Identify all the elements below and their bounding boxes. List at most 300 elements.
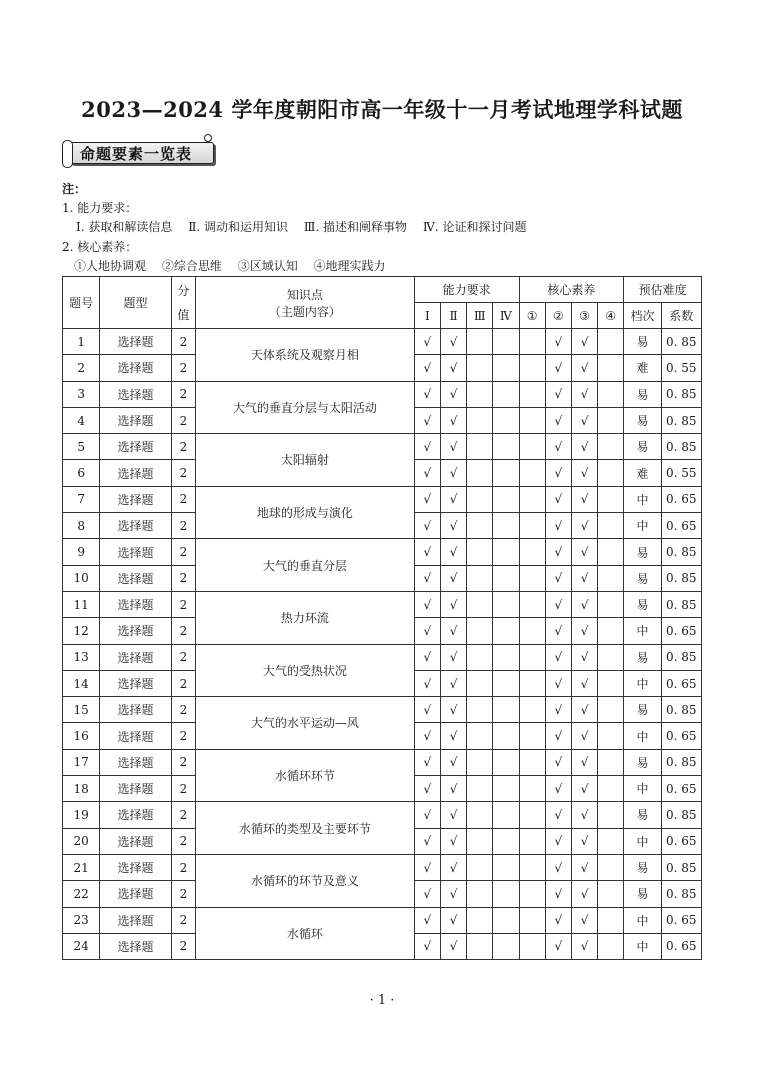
literacy-check xyxy=(519,854,545,880)
question-number: 18 xyxy=(63,776,100,802)
question-type: 选择题 xyxy=(100,618,172,644)
ability-check: √ xyxy=(440,644,466,670)
difficulty-level: 中 xyxy=(624,670,661,696)
table-row xyxy=(63,749,702,775)
knowledge-point: 水循环环节 xyxy=(196,749,415,802)
notes-label: 注： xyxy=(62,182,87,196)
question-number: 10 xyxy=(63,565,100,591)
question-score: 2 xyxy=(171,434,195,460)
difficulty-level: 中 xyxy=(624,486,661,512)
difficulty-coef: 0. 85 xyxy=(661,802,701,828)
question-score: 2 xyxy=(171,723,195,749)
literacy-check: √ xyxy=(571,670,597,696)
question-score: 2 xyxy=(171,486,195,512)
ability-check xyxy=(467,513,493,539)
literacy-check: √ xyxy=(545,355,571,381)
ability-check xyxy=(467,434,493,460)
ability-check xyxy=(467,854,493,880)
knowledge-point: 热力环流 xyxy=(196,591,415,644)
literacy-check: √ xyxy=(571,749,597,775)
table-row xyxy=(63,381,702,407)
ability-check xyxy=(493,618,519,644)
ability-check xyxy=(493,565,519,591)
ability-check: √ xyxy=(414,776,440,802)
ability-check: √ xyxy=(414,565,440,591)
literacy-check: √ xyxy=(545,381,571,407)
question-type: 选择题 xyxy=(100,381,172,407)
literacy-check xyxy=(598,486,624,512)
ability-check xyxy=(467,723,493,749)
difficulty-coef: 0. 85 xyxy=(661,697,701,723)
difficulty-coef: 0. 85 xyxy=(661,881,701,907)
ability-check: √ xyxy=(414,907,440,933)
literacy-item: ④地理实践力 xyxy=(313,259,386,273)
literacy-check: √ xyxy=(571,381,597,407)
ability-check: √ xyxy=(440,854,466,880)
literacy-check xyxy=(519,828,545,854)
ability-check: √ xyxy=(414,460,440,486)
question-number: 8 xyxy=(63,513,100,539)
ability-item: Ⅰ. 获取和解读信息 xyxy=(76,220,173,234)
question-score: 2 xyxy=(171,933,195,959)
ability-check xyxy=(493,381,519,407)
ability-check xyxy=(493,407,519,433)
ability-check xyxy=(467,644,493,670)
question-score: 2 xyxy=(171,802,195,828)
ability-check xyxy=(467,749,493,775)
literacy-check xyxy=(519,355,545,381)
ability-check xyxy=(493,539,519,565)
literacy-check xyxy=(598,539,624,565)
question-number: 6 xyxy=(63,460,100,486)
difficulty-level: 中 xyxy=(624,776,661,802)
literacy-check: √ xyxy=(571,565,597,591)
ability-check xyxy=(493,460,519,486)
ability-check: √ xyxy=(414,407,440,433)
literacy-check xyxy=(519,697,545,723)
literacy-check: √ xyxy=(545,329,571,355)
ability-check: √ xyxy=(440,329,466,355)
literacy-check: √ xyxy=(545,723,571,749)
scroll-icon xyxy=(62,140,73,168)
header-coef: 系数 xyxy=(661,303,701,329)
ability-check xyxy=(467,565,493,591)
difficulty-coef: 0. 65 xyxy=(661,513,701,539)
difficulty-coef: 0. 85 xyxy=(661,381,701,407)
element-table xyxy=(62,276,702,960)
ability-check xyxy=(493,513,519,539)
ability-check: √ xyxy=(414,723,440,749)
literacy-check xyxy=(598,854,624,880)
ability-check: √ xyxy=(414,591,440,617)
literacy-list xyxy=(74,257,398,274)
literacy-check xyxy=(519,591,545,617)
ability-check: √ xyxy=(440,881,466,907)
ability-check xyxy=(493,933,519,959)
question-score: 2 xyxy=(171,644,195,670)
literacy-check xyxy=(519,802,545,828)
literacy-check: √ xyxy=(545,407,571,433)
ability-check xyxy=(493,355,519,381)
literacy-check xyxy=(519,486,545,512)
ability-check: √ xyxy=(414,355,440,381)
header-kp xyxy=(196,277,415,329)
difficulty-coef: 0. 85 xyxy=(661,591,701,617)
ability-check: √ xyxy=(440,407,466,433)
literacy-check xyxy=(598,802,624,828)
header-literacy-col: ④ xyxy=(598,303,624,329)
literacy-check: √ xyxy=(571,434,597,460)
literacy-check xyxy=(519,881,545,907)
ability-check: √ xyxy=(440,513,466,539)
question-number: 23 xyxy=(63,907,100,933)
question-type: 选择题 xyxy=(100,644,172,670)
literacy-check xyxy=(519,434,545,460)
table-row xyxy=(63,539,702,565)
difficulty-level: 中 xyxy=(624,723,661,749)
literacy-check xyxy=(598,907,624,933)
question-number: 12 xyxy=(63,618,100,644)
difficulty-coef: 0. 65 xyxy=(661,723,701,749)
literacy-check xyxy=(519,565,545,591)
question-score: 2 xyxy=(171,355,195,381)
question-score: 2 xyxy=(171,828,195,854)
difficulty-coef: 0. 55 xyxy=(661,460,701,486)
literacy-check xyxy=(598,670,624,696)
question-type: 选择题 xyxy=(100,355,172,381)
literacy-check: √ xyxy=(571,618,597,644)
header-ability-col: Ⅱ xyxy=(440,303,466,329)
literacy-check: √ xyxy=(545,434,571,460)
ability-check: √ xyxy=(414,329,440,355)
knowledge-point: 大气的垂直分层与太阳活动 xyxy=(196,381,415,434)
scroll-knob-icon xyxy=(204,134,212,142)
literacy-check xyxy=(519,513,545,539)
ability-check xyxy=(493,644,519,670)
difficulty-level: 易 xyxy=(624,749,661,775)
header-ability-col: Ⅳ xyxy=(493,303,519,329)
literacy-check: √ xyxy=(545,828,571,854)
header-literacy-col: ② xyxy=(545,303,571,329)
literacy-check xyxy=(519,407,545,433)
difficulty-coef: 0. 85 xyxy=(661,434,701,460)
ability-heading: 1. 能力要求： xyxy=(62,201,138,215)
literacy-check xyxy=(519,539,545,565)
question-score: 2 xyxy=(171,881,195,907)
literacy-check xyxy=(598,749,624,775)
ability-check xyxy=(467,618,493,644)
knowledge-point: 地球的形成与演化 xyxy=(196,486,415,539)
question-type: 选择题 xyxy=(100,513,172,539)
difficulty-coef: 0. 65 xyxy=(661,907,701,933)
ability-check xyxy=(493,802,519,828)
ability-check xyxy=(493,907,519,933)
ability-check: √ xyxy=(414,697,440,723)
literacy-check: √ xyxy=(545,539,571,565)
question-score: 2 xyxy=(171,539,195,565)
difficulty-coef: 0. 85 xyxy=(661,407,701,433)
literacy-check: √ xyxy=(545,591,571,617)
difficulty-coef: 0. 65 xyxy=(661,933,701,959)
ability-item: Ⅲ. 描述和阐释事物 xyxy=(303,220,408,234)
literacy-check: √ xyxy=(571,828,597,854)
question-number: 9 xyxy=(63,539,100,565)
ability-list xyxy=(76,218,538,235)
difficulty-level: 中 xyxy=(624,513,661,539)
literacy-check: √ xyxy=(571,697,597,723)
difficulty-coef: 0. 65 xyxy=(661,670,701,696)
page-number: · 1 · xyxy=(369,993,395,1008)
table-row xyxy=(63,329,702,355)
question-type: 选择题 xyxy=(100,907,172,933)
question-type: 选择题 xyxy=(100,407,172,433)
difficulty-level: 易 xyxy=(624,539,661,565)
ability-check: √ xyxy=(440,697,466,723)
ability-check xyxy=(467,933,493,959)
literacy-item: ②综合思维 xyxy=(161,259,222,273)
ability-check: √ xyxy=(414,828,440,854)
difficulty-level: 易 xyxy=(624,329,661,355)
literacy-check xyxy=(519,670,545,696)
literacy-check: √ xyxy=(571,355,597,381)
question-score: 2 xyxy=(171,460,195,486)
knowledge-point: 天体系统及观察月相 xyxy=(196,329,415,382)
ability-check xyxy=(467,881,493,907)
ability-check xyxy=(467,670,493,696)
question-score: 2 xyxy=(171,749,195,775)
literacy-check: √ xyxy=(571,460,597,486)
ability-check: √ xyxy=(440,670,466,696)
difficulty-level: 易 xyxy=(624,881,661,907)
ability-check: √ xyxy=(440,539,466,565)
literacy-check xyxy=(598,644,624,670)
literacy-check xyxy=(598,460,624,486)
ability-check xyxy=(493,881,519,907)
table-row xyxy=(63,591,702,617)
difficulty-coef: 0. 65 xyxy=(661,618,701,644)
ability-check: √ xyxy=(440,776,466,802)
literacy-check: √ xyxy=(545,802,571,828)
difficulty-level: 中 xyxy=(624,907,661,933)
ability-check xyxy=(467,591,493,617)
ability-check: √ xyxy=(440,486,466,512)
question-number: 11 xyxy=(63,591,100,617)
literacy-check: √ xyxy=(571,881,597,907)
question-type: 选择题 xyxy=(100,539,172,565)
literacy-check xyxy=(519,776,545,802)
header-ability-col: Ⅰ xyxy=(414,303,440,329)
question-number: 24 xyxy=(63,933,100,959)
literacy-check: √ xyxy=(571,407,597,433)
table-row xyxy=(63,802,702,828)
table-row xyxy=(63,434,702,460)
literacy-check: √ xyxy=(545,618,571,644)
difficulty-level: 易 xyxy=(624,697,661,723)
literacy-check xyxy=(519,749,545,775)
question-score: 2 xyxy=(171,329,195,355)
ability-check xyxy=(467,486,493,512)
question-type: 选择题 xyxy=(100,749,172,775)
question-number: 1 xyxy=(63,329,100,355)
question-type: 选择题 xyxy=(100,434,172,460)
literacy-check: √ xyxy=(545,749,571,775)
question-score: 2 xyxy=(171,591,195,617)
ability-check: √ xyxy=(440,565,466,591)
header-difficulty: 预估难度 xyxy=(624,277,702,303)
literacy-check xyxy=(519,723,545,749)
literacy-check: √ xyxy=(545,907,571,933)
difficulty-level: 易 xyxy=(624,854,661,880)
ability-check xyxy=(493,486,519,512)
knowledge-point: 水循环的类型及主要环节 xyxy=(196,802,415,855)
question-score: 2 xyxy=(171,565,195,591)
header-literacy-col: ① xyxy=(519,303,545,329)
question-score: 2 xyxy=(171,513,195,539)
literacy-check: √ xyxy=(545,697,571,723)
table-body xyxy=(63,329,702,960)
question-number: 19 xyxy=(63,802,100,828)
literacy-check xyxy=(598,381,624,407)
ability-check: √ xyxy=(440,749,466,775)
question-type: 选择题 xyxy=(100,776,172,802)
ability-check: √ xyxy=(440,591,466,617)
question-number: 14 xyxy=(63,670,100,696)
question-score: 2 xyxy=(171,776,195,802)
literacy-check: √ xyxy=(571,539,597,565)
ability-check xyxy=(467,460,493,486)
header-ability-col: Ⅲ xyxy=(467,303,493,329)
page-title: 2023—2024 学年度朝阳市高一年级十一月考试地理学科试题 xyxy=(81,97,683,122)
literacy-check xyxy=(598,434,624,460)
ability-check xyxy=(467,802,493,828)
question-score: 2 xyxy=(171,670,195,696)
ability-check xyxy=(493,434,519,460)
literacy-check: √ xyxy=(571,486,597,512)
literacy-check xyxy=(519,644,545,670)
section-banner xyxy=(62,138,214,166)
literacy-check xyxy=(598,407,624,433)
literacy-check: √ xyxy=(545,486,571,512)
ability-check xyxy=(493,749,519,775)
question-type: 选择题 xyxy=(100,828,172,854)
literacy-check xyxy=(598,355,624,381)
difficulty-coef: 0. 85 xyxy=(661,749,701,775)
ability-check xyxy=(467,907,493,933)
ability-check xyxy=(493,723,519,749)
question-score: 2 xyxy=(171,907,195,933)
literacy-check xyxy=(598,933,624,959)
question-type: 选择题 xyxy=(100,591,172,617)
question-type: 选择题 xyxy=(100,460,172,486)
literacy-check: √ xyxy=(571,802,597,828)
difficulty-coef: 0. 85 xyxy=(661,565,701,591)
knowledge-point: 大气的水平运动—风 xyxy=(196,697,415,750)
question-score: 2 xyxy=(171,381,195,407)
question-number: 2 xyxy=(63,355,100,381)
literacy-check: √ xyxy=(545,670,571,696)
ability-check: √ xyxy=(414,854,440,880)
table-row xyxy=(63,854,702,880)
question-number: 21 xyxy=(63,854,100,880)
knowledge-point: 大气的受热状况 xyxy=(196,644,415,697)
difficulty-coef: 0. 85 xyxy=(661,854,701,880)
header-level: 档次 xyxy=(624,303,661,329)
ability-check xyxy=(467,407,493,433)
question-type: 选择题 xyxy=(100,565,172,591)
difficulty-level: 易 xyxy=(624,407,661,433)
difficulty-level: 易 xyxy=(624,565,661,591)
literacy-check: √ xyxy=(571,723,597,749)
ability-check: √ xyxy=(414,802,440,828)
question-number: 16 xyxy=(63,723,100,749)
literacy-check xyxy=(519,381,545,407)
literacy-check: √ xyxy=(545,513,571,539)
literacy-check xyxy=(519,907,545,933)
knowledge-point: 水循环的环节及意义 xyxy=(196,854,415,907)
question-type: 选择题 xyxy=(100,486,172,512)
ability-item: Ⅱ. 调动和运用知识 xyxy=(188,220,288,234)
ability-check: √ xyxy=(414,881,440,907)
literacy-check: √ xyxy=(571,933,597,959)
ability-check xyxy=(493,591,519,617)
literacy-check: √ xyxy=(571,907,597,933)
ability-check xyxy=(493,828,519,854)
question-type: 选择题 xyxy=(100,881,172,907)
knowledge-point: 水循环 xyxy=(196,907,415,960)
question-number: 20 xyxy=(63,828,100,854)
difficulty-coef: 0. 85 xyxy=(661,539,701,565)
literacy-check: √ xyxy=(571,644,597,670)
ability-check: √ xyxy=(414,381,440,407)
literacy-check xyxy=(598,881,624,907)
literacy-check: √ xyxy=(545,644,571,670)
knowledge-point: 太阳辐射 xyxy=(196,434,415,487)
ability-check: √ xyxy=(414,618,440,644)
ability-check xyxy=(467,329,493,355)
ability-check: √ xyxy=(414,670,440,696)
ability-check: √ xyxy=(440,723,466,749)
difficulty-coef: 0. 85 xyxy=(661,644,701,670)
question-score: 2 xyxy=(171,854,195,880)
ability-check: √ xyxy=(440,434,466,460)
ability-check: √ xyxy=(414,539,440,565)
difficulty-coef: 0. 65 xyxy=(661,486,701,512)
ability-check: √ xyxy=(440,933,466,959)
literacy-check xyxy=(519,329,545,355)
literacy-check: √ xyxy=(571,329,597,355)
literacy-check: √ xyxy=(545,881,571,907)
literacy-check xyxy=(519,618,545,644)
header-num: 题号 xyxy=(63,277,100,329)
question-number: 5 xyxy=(63,434,100,460)
literacy-check xyxy=(598,723,624,749)
difficulty-level: 易 xyxy=(624,644,661,670)
question-score: 2 xyxy=(171,407,195,433)
table-row xyxy=(63,644,702,670)
literacy-check xyxy=(519,460,545,486)
literacy-check: √ xyxy=(571,776,597,802)
question-type: 选择题 xyxy=(100,802,172,828)
ability-check: √ xyxy=(440,802,466,828)
ability-check xyxy=(467,381,493,407)
literacy-check xyxy=(598,776,624,802)
difficulty-level: 易 xyxy=(624,802,661,828)
literacy-check xyxy=(519,933,545,959)
difficulty-level: 难 xyxy=(624,355,661,381)
ability-check xyxy=(467,355,493,381)
question-score: 2 xyxy=(171,618,195,644)
literacy-check: √ xyxy=(545,854,571,880)
